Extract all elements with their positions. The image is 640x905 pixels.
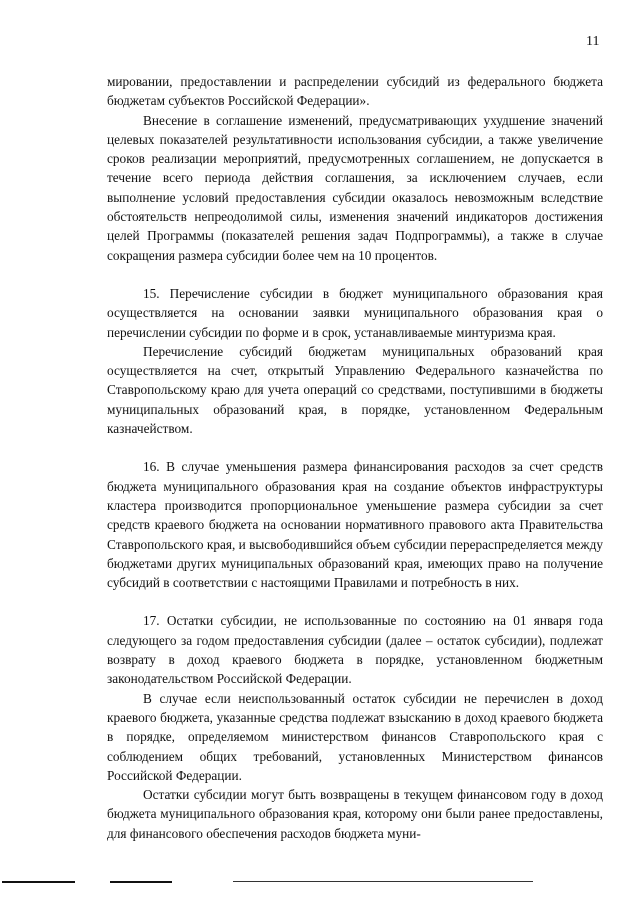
paragraph-15: 15. Перечисление субсидии в бюджет муниципального образования края осуществляется на основании заявки муниципального образования края о перечислении субсидии по форме и в срок, устанавливаемые минтуризма края. <box>107 285 603 340</box>
paragraph-17: 17. Остатки субсидии, не использованные по состоянию на 01 января года следующего за годом предоставления субсидии (далее – остаток субсидии), подлежат возврату в доход краевого бюджета в порядке, установленном бюджетным законодательством Российской Федерации. <box>107 613 603 687</box>
paragraph-16: 16. В случае уменьшения размера финансирования расходов за счет средств бюджета муниципального образования края на создание объектов инфраструктуры кластера производится пропорциональное уменьшение размера субсидии за счет средств краевого бюджета на основании нормативного правового акта Правительства Ставропольского края, и высвободившийся объем субсидии перераспределяется между бюджетами других муниципальных образований края, имеющих право на получение субсидий в соответствии с настоящими Правилами и потребность в них. <box>107 459 603 591</box>
page-number: 11 <box>586 34 600 49</box>
paragraph-amendments: Внесение в соглашение изменений, предусматривающих ухудшение значений целевых показателей результативности использования субсидии, а также увеличение сроков реализации мероприятий, предусмотренных соглашением, не допускается в течение всего периода действия соглашения, за исключением случаев, если выполнение условий предоставления субсидии оказалось невозможным вследствие обстоятельств непреодолимой силы, изменения значений индикаторов достижения целей Программы (показателей решения задач Подпрограммы), а также в случае сокращения размера субсидии более чем на 10 процентов. <box>107 112 603 263</box>
footer-rule <box>110 881 172 883</box>
paragraph-recovery: В случае если неиспользованный остаток субсидии не перечислен в доход краевого бюджета, указанные средства подлежат взысканию в доход краевого бюджета в порядке, определяемом министерством финансов Ставропольского края с соблюдением общих требований, установленных Министерством финансов Российской Федерации. <box>107 690 603 783</box>
footer-rule <box>233 881 533 882</box>
footer-rule <box>2 881 75 883</box>
paragraph-return: Остатки субсидии могут быть возвращены в текущем финансовом году в доход бюджета муниципального образования края, которому они были ранее предоставлены, для финансового обеспечения расходов бюджета муни- <box>107 787 603 841</box>
paragraph-transfer-account: Перечисление субсидий бюджетам муниципальных образований края осуществляется на счет, открытый Управлению Федерального казначейства по Ставропольскому краю для учета операций со средствами, поступившими в бюджеты муниципальных образований края, в порядке, установленном Федеральным казначейством. <box>107 343 603 437</box>
body-text <box>107 72 603 843</box>
paragraph-continuation: мировании, предоставлении и распределении субсидий из федерального бюджета бюджетам субъектов Российской Федерации». <box>107 74 603 109</box>
